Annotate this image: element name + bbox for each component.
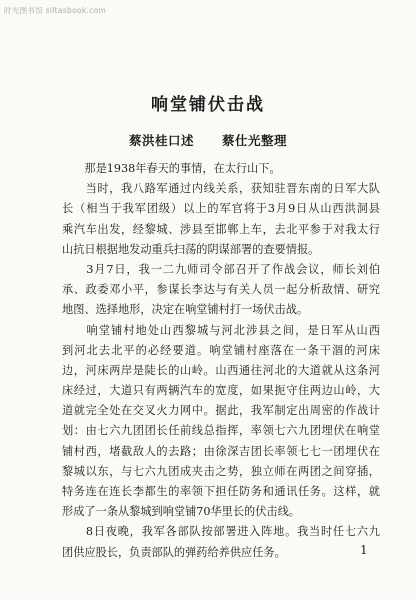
text-line: 边，河床两岸是陡长的山岭。山西通往河北的大道就从这条河: [62, 363, 380, 377]
text-line: 地图、选择地形，决定在响堂铺村打一场伏击战。: [62, 303, 309, 317]
narrator-credit: 蔡洪桂口述: [128, 133, 194, 148]
page-number: 1: [360, 543, 368, 557]
text-line: 床经过，大道只有两辆汽车的宽度，如果扼守住两边山岭，大: [62, 384, 380, 398]
text-line: 8日夜晚，我军各部队按部署进入阵地。我当时任七六九: [62, 525, 380, 539]
text-line: 铺村西，堵截敌人的去路；由徐深吉团长率领七七一团埋伏在: [62, 444, 380, 458]
article-title: 响堂铺伏击战: [151, 95, 265, 115]
text-line: 团供应股长，负责部队的弹药给养供应任务。: [62, 545, 286, 559]
text-line: 特务连在连长李都生的率领下担任防务和通讯任务。这样，就: [62, 485, 380, 498]
text-line: 划：由七六九团团长任前线总指挥，率领七六九团埋伏在响堂: [62, 424, 380, 438]
text-line: 当时，我八路军通过内线关系，获知驻晋东南的日军大队: [62, 182, 380, 196]
text-line: 3月7日，我一二九师司令部召开了作战会议，师长刘伯: [62, 262, 380, 276]
byline: [0, 131, 416, 149]
text-line: 到河北去北平的必经要道。响堂铺村座落在一条干涸的河床: [62, 343, 380, 357]
text-line: 承、政委邓小平，参谋长李达与有关人员一起分析敌情、研究: [62, 283, 380, 297]
text-line: 响堂铺村地处山西黎城与河北涉县之间，是日军从山西: [62, 323, 380, 337]
editor-credit: 蔡仕光整理: [222, 133, 288, 148]
text-line: 乘汽车出发，经黎城、涉县至邯郸上车，去北平参于对我太行: [62, 222, 380, 236]
text-line: 长（相当于我军团级）以上的军官将于3月9日从山西洪洞县: [62, 202, 380, 216]
text-line: 道就完全处在交叉火力网中。据此，我军制定出周密的作战计: [62, 404, 380, 418]
text-line: 黎城以东，与七六九团成夹击之势，独立师在两团之间穿插，: [62, 464, 380, 478]
text-line: 形成了一条从黎城到响堂铺70华里长的伏击线。: [62, 505, 300, 519]
text-line: 那是1938年春天的事情，在太行山下。: [62, 162, 281, 175]
article-body: [62, 159, 380, 563]
text-line: 山抗日根据地发动重兵扫荡的阴谋部署的查要情报。: [62, 242, 320, 256]
watermark: 时光图书馆 siltasbook.com: [4, 6, 107, 15]
